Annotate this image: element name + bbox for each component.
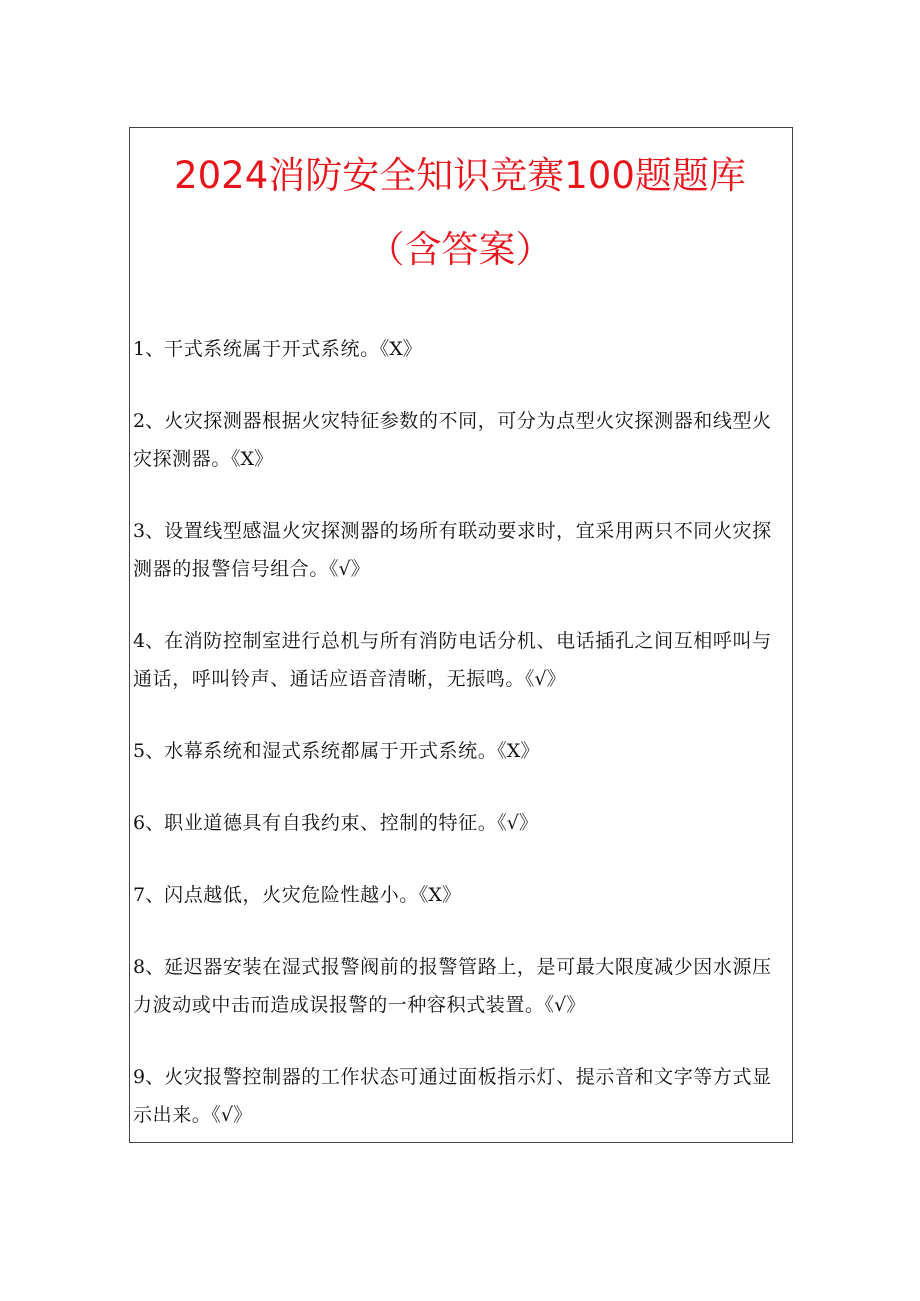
page-title: 2024消防安全知识竞赛100题题库 [174, 154, 746, 197]
question-number: 6、 [133, 812, 165, 834]
question-text: 闪点越低，火灾危险性越小。 [164, 884, 419, 906]
question-answer: 《√》 [544, 994, 586, 1016]
question-text: 火灾报警控制器的工作状态可通过面板指示灯、提示音和文字等方式显示出来。 [133, 1066, 772, 1126]
question-text: 延迟器安装在湿式报警阀前的报警管路上，是可最大限度减少因水源压力波动或中击而造成误报警的一种容积式装置。 [133, 956, 772, 1016]
page-subtitle: （含答案） [367, 228, 553, 271]
question-list [133, 330, 773, 1168]
question-text: 干式系统属于开式系统。 [164, 338, 380, 360]
question-text: 在消防控制室进行总机与所有消防电话分机、电话插孔之间互相呼叫与通话，呼叫铃声、通话应语音清晰，无振鸣。 [133, 630, 772, 690]
question-item-7 [133, 876, 773, 914]
question-item-6 [133, 804, 773, 842]
question-text: 火灾探测器根据火灾特征参数的不同，可分为点型火灾探测器和线型火灾探测器。 [133, 410, 772, 470]
question-number: 8、 [133, 956, 165, 978]
question-number: 2、 [133, 410, 165, 432]
question-text: 设置线型感温火灾探测器的场所有联动要求时，宜采用两只不同火灾探测器的报警信号组合。 [133, 520, 772, 580]
question-answer: 《X》 [231, 448, 274, 470]
question-answer: 《√》 [211, 1104, 253, 1126]
question-text: 水幕系统和湿式系统都属于开式系统。 [164, 740, 498, 762]
question-answer: 《X》 [418, 884, 461, 906]
question-item-8 [133, 948, 773, 1024]
question-answer: 《√》 [525, 668, 566, 690]
question-number: 9、 [133, 1066, 165, 1088]
question-number: 3、 [133, 520, 165, 542]
question-number: 7、 [133, 884, 165, 906]
question-item-3 [133, 512, 773, 588]
question-number: 5、 [133, 740, 165, 762]
question-item-2 [133, 402, 773, 478]
question-answer: 《√》 [497, 812, 538, 834]
question-answer: 《√》 [329, 558, 370, 580]
question-item-1 [133, 330, 773, 368]
question-item-9 [133, 1058, 773, 1134]
question-item-4 [133, 622, 773, 698]
question-text: 职业道德具有自我约束、控制的特征。 [164, 812, 498, 834]
question-number: 4、 [133, 630, 165, 652]
question-number: 1、 [133, 338, 165, 360]
question-item-5 [133, 732, 773, 770]
question-answer: 《X》 [497, 740, 540, 762]
question-answer: 《X》 [379, 338, 422, 360]
